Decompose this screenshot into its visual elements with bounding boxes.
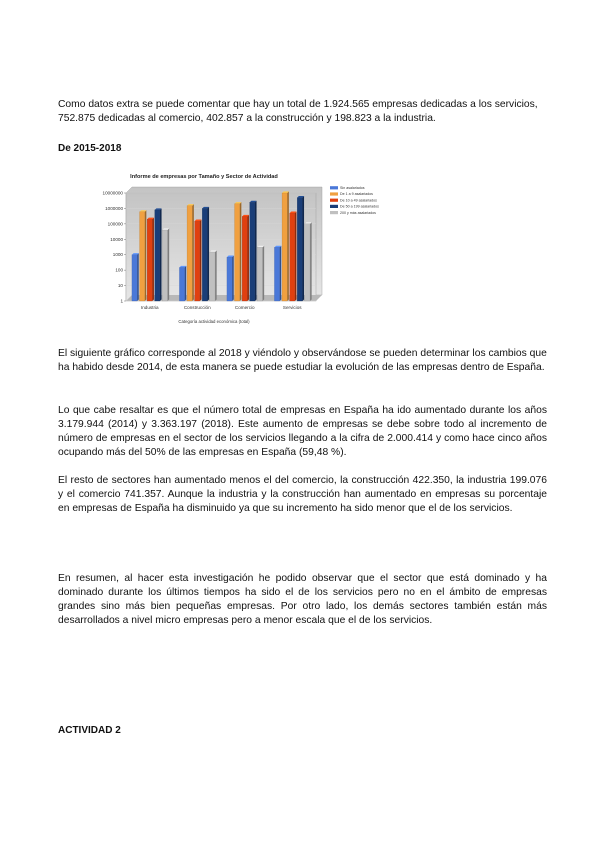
chart-bar-side: [263, 246, 265, 301]
chart-bar-face: [257, 247, 262, 301]
chart-bar: [242, 215, 249, 301]
chart-bar-face: [187, 206, 192, 301]
chart-y-tick-label: 100000: [107, 221, 123, 227]
chart-bar: [210, 250, 217, 301]
chart-bar-face: [210, 252, 215, 301]
chart-bar: [297, 196, 304, 301]
chart-bar-side: [215, 250, 217, 301]
chart-bar-side: [145, 210, 147, 301]
chart-bar-side: [255, 201, 257, 301]
chart-bar-side: [247, 215, 249, 301]
chart-bar: [195, 220, 202, 301]
paragraph-other-sectors: El resto de sectores han aumentado menos el del comercio, la construcción 422.350, la industria 199.076 y el comercio 741.357. Aunque la industria y la construcción han aumentado en empresas su porcentaje en empresas de España ha disminuido ya que su incremento ha sido menor que el de los servicios.: [58, 475, 547, 514]
chart-bar-face: [282, 193, 287, 301]
chart-bar: [132, 253, 139, 301]
chart-y-tick-label: 10000: [110, 236, 123, 242]
chart-bar-face: [305, 224, 310, 301]
chart-bar-face: [140, 212, 145, 301]
chart-bar-face: [162, 230, 167, 301]
chart-bar-side: [200, 220, 202, 301]
chart-bar: [179, 266, 186, 301]
chart-bar-side: [302, 196, 304, 301]
chart-bar-side: [160, 208, 162, 301]
chart-bar: [202, 207, 209, 301]
chart-bar-face: [155, 210, 160, 301]
chart-x-tick-label: Construcción: [183, 305, 211, 310]
paragraph-total-companies: Lo que cabe resaltar es que el número total de empresas en España ha ido aumentado durante los años 3.179.944 (2014) y 3.363.197 (2018). Este aumento de empresas se debe sobre todo al incremento de número de empresas en el sector de los servicios llegando a la cifra de 2.000.414 y como hace cinco años ocupando más del 50% de las empresas en España (59,48 %).: [58, 405, 547, 458]
chart-title: Informe de empresas por Tamaño y Sector de Actividad: [130, 174, 278, 180]
chart-legend-label: Sin asalariados: [340, 186, 365, 190]
chart-x-tick-label: Industria: [140, 305, 159, 310]
chart-bar: [257, 246, 264, 301]
paragraph-extra-data: Como datos extra se puede comentar que hay un total de 1.924.565 empresas dedicadas a los servicios, 752.875 dedicadas al comercio, 402.857 a la construcción y 198.823 a la industria.: [58, 99, 538, 124]
chart-bar-side: [232, 256, 234, 301]
chart-x-axis-label: Categoría actividad económica (total): [178, 319, 250, 324]
heading-period: De 2015-2018: [58, 143, 122, 154]
chart-bar: [250, 201, 257, 301]
chart-bar-side: [310, 222, 312, 301]
chart-y-tick-label: 1: [120, 298, 123, 304]
chart-x-tick-label: Servicios: [282, 305, 302, 310]
chart-bar: [162, 228, 169, 301]
chart-bar: [235, 202, 242, 301]
chart-legend-swatch: [330, 211, 338, 214]
chart-bar-side: [280, 246, 282, 301]
chart-bar-side: [137, 253, 139, 301]
chart-bar-side: [287, 191, 289, 301]
chart-bar: [155, 208, 162, 301]
chart-bar-face: [297, 198, 302, 301]
chart-svg: [84, 168, 404, 328]
chart-bar: [282, 191, 289, 301]
chart-bar-face: [227, 257, 232, 301]
chart-bar: [274, 246, 281, 301]
chart-legend-swatch: [330, 205, 338, 208]
chart-bar-face: [242, 216, 247, 301]
chart-legend-label: De 50 a 199 asalariados: [340, 204, 379, 209]
chart-x-tick-label: Comercio: [234, 305, 255, 310]
chart-bar-side: [152, 218, 154, 301]
chart-legend-label: De 1 a 9 asalariados: [340, 192, 373, 197]
chart-legend-swatch: [330, 186, 338, 189]
chart-bar-face: [290, 213, 295, 301]
chart-bar-face: [132, 255, 137, 301]
chart-bar-side: [295, 211, 297, 301]
chart-bar-side: [240, 202, 242, 301]
chart-bar-face: [179, 267, 184, 301]
chart-bar-face: [147, 219, 152, 301]
chart-bar-side: [185, 266, 187, 301]
chart-y-tick-label: 10: [117, 283, 123, 289]
chart-bar-face: [250, 202, 255, 301]
chart-bar-face: [235, 204, 240, 301]
chart-bar: [140, 210, 147, 301]
paragraph-2018-intro: El siguiente gráfico corresponde al 2018 y viéndolo y observándose se pueden determinar los cambios que ha habido desde 2014, de esta manera se puede estudiar la evolución de las empresas dentro de España.: [58, 348, 547, 373]
chart-bar: [290, 211, 297, 301]
chart-legend-label: De 10 a 49 asalariados: [340, 198, 377, 203]
paragraph-summary: En resumen, al hacer esta investigación he podido observar que el sector que está dominado y ha dominado durante los últimos tiempos ha sido el de los servicios pero no en el ámbito de empresas grandes sino más bien pequeñas empresas. Por otro lado, los demás sectores también están más desarrollados a nivel micro empresas pero a menor escala que el de los servicios.: [58, 573, 547, 626]
heading-activity-2: ACTIVIDAD 2: [58, 725, 121, 736]
chart-bar: [187, 204, 194, 301]
sector-chart: [84, 168, 404, 328]
chart-legend-swatch: [330, 192, 338, 195]
chart-bar-side: [192, 204, 194, 301]
chart-bar-face: [274, 247, 279, 301]
chart-bar: [305, 222, 312, 301]
chart-bar: [147, 218, 154, 301]
chart-y-tick-label: 10000000: [102, 190, 123, 196]
chart-bar: [227, 256, 234, 301]
chart-bar-side: [168, 228, 170, 301]
chart-bar-side: [207, 207, 209, 301]
chart-legend-swatch: [330, 199, 338, 202]
chart-y-tick-label: 1000000: [105, 205, 123, 211]
chart-bar-face: [202, 208, 207, 301]
chart-bar-face: [195, 221, 200, 301]
chart-y-tick-label: 1000: [112, 252, 123, 258]
chart-y-tick-label: 100: [115, 267, 123, 273]
chart-legend-label: 200 y más asalariados: [340, 210, 376, 215]
